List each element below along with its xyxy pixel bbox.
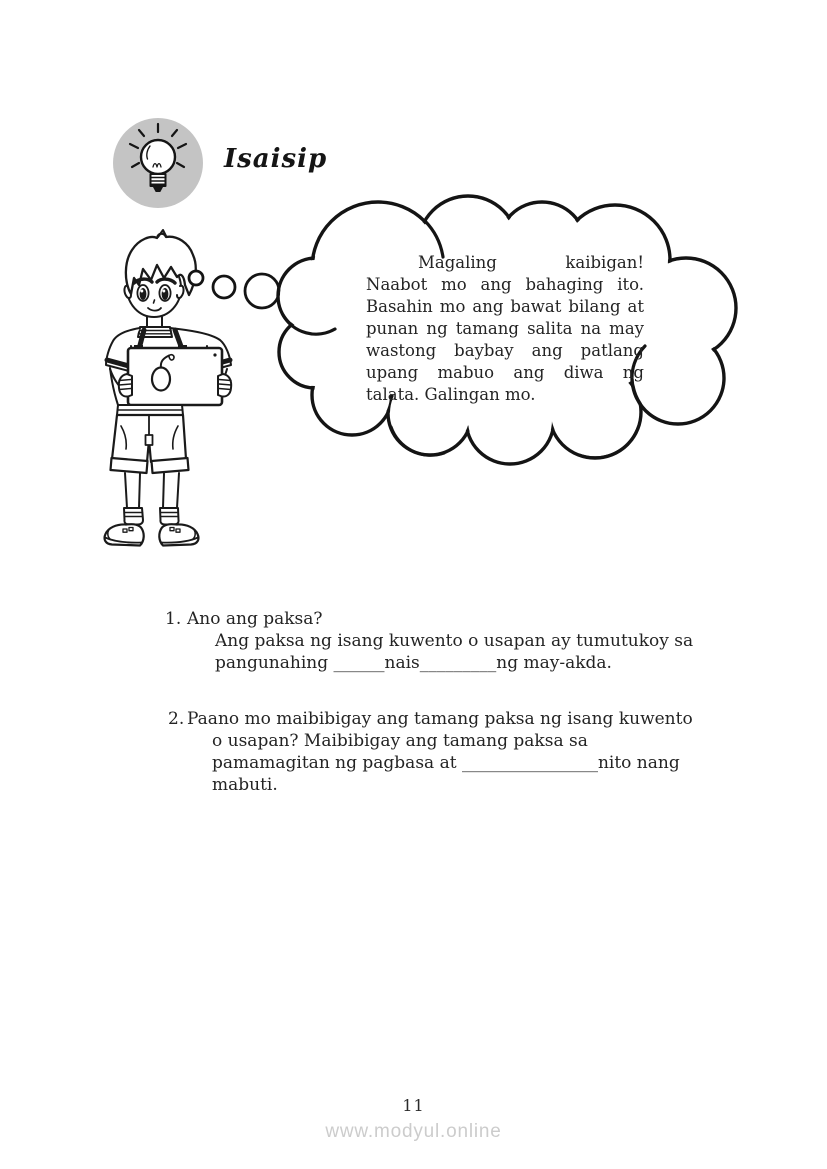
question-2-number: 2. [168, 709, 185, 729]
question-1-line-3-with-blanks: pangunahing ______nais_________ng may-akda. [215, 653, 612, 673]
lightbulb-icon [112, 117, 204, 209]
fruit-logo-icon [152, 368, 170, 391]
page-title: Isaisip [224, 144, 328, 174]
page-number: 11 [402, 1096, 425, 1115]
question-1 [165, 608, 710, 674]
question-2 [168, 708, 713, 796]
question-2-text: Paano mo maibibigay ang tamang paksa ng isang kuwento [187, 709, 693, 729]
question-1-line-2: Ang paksa ng isang kuwento o usapan ay tumutukoy sa [215, 631, 694, 651]
question-2-line-4: mabuti. [212, 775, 278, 795]
question-2-line-2: o usapan? Maibibigay ang tamang paksa sa [212, 731, 588, 751]
question-1-text: Ano ang paksa? [187, 609, 323, 629]
question-2-line-1 [168, 708, 713, 730]
thought-cloud-text: Magaling kaibigan! Naabot mo ang bahaging ito. Basahin mo ang bawat bilang at punan ng tamang salita na may wastong baybay ang patlang upang mabuo ang diwa ng talata. Galingan mo. [366, 253, 644, 404]
question-1-line-1 [165, 608, 710, 630]
question-2-line-3-with-blank: pamamagitan ng pagbasa at ________________nito nang [212, 753, 680, 773]
watermark: www.modyul.online [325, 1121, 502, 1142]
board [128, 348, 222, 405]
question-1-number: 1. [165, 609, 182, 629]
